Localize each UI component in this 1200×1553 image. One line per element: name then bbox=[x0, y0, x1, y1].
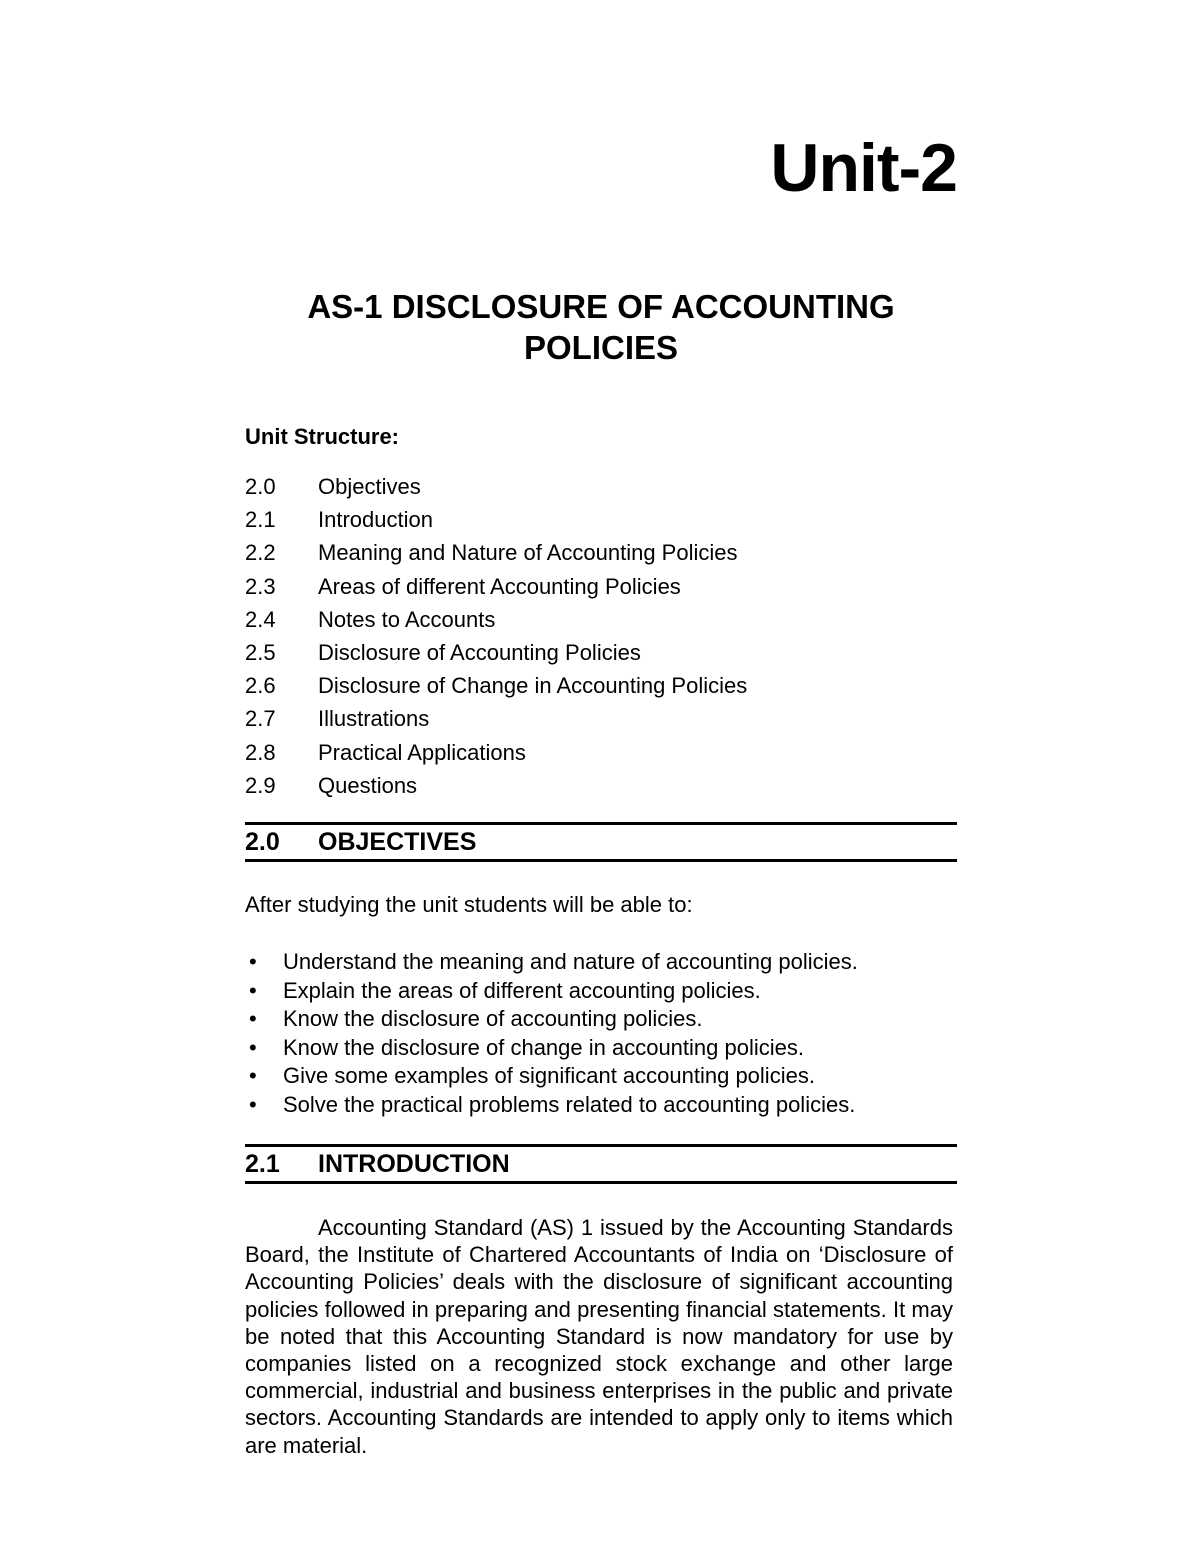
toc-item bbox=[245, 505, 747, 538]
section-title: INTRODUCTION bbox=[318, 1150, 510, 1178]
toc-item-number: 2.0 bbox=[245, 474, 276, 499]
objective-text: Explain the areas of different accounting policies. bbox=[283, 977, 761, 1003]
unit-title bbox=[245, 286, 957, 368]
section-number: 2.1 bbox=[245, 1150, 280, 1178]
toc-item-number: 2.1 bbox=[245, 507, 276, 533]
objective-item bbox=[245, 948, 858, 977]
toc-item-number: 2.8 bbox=[245, 739, 276, 765]
toc-item bbox=[245, 704, 747, 737]
unit-title-line-1: AS-1 DISCLOSURE OF ACCOUNTING bbox=[307, 288, 895, 325]
objectives-list bbox=[245, 948, 858, 1120]
toc-item bbox=[245, 638, 747, 671]
toc-item bbox=[245, 538, 747, 571]
objective-item bbox=[245, 1005, 858, 1034]
objective-text: Solve the practical problems related to accounting policies. bbox=[283, 1091, 856, 1117]
toc-item-number: 2.7 bbox=[245, 706, 276, 732]
objective-item bbox=[245, 1091, 858, 1120]
objectives-section-heading bbox=[245, 822, 957, 862]
toc-item-label: Disclosure of Accounting Policies bbox=[318, 639, 641, 665]
toc-item-label: Questions bbox=[318, 772, 418, 798]
toc-item-number: 2.2 bbox=[245, 540, 276, 566]
objective-text: Know the disclosure of change in accounting policies. bbox=[283, 1034, 804, 1060]
introduction-section-heading bbox=[245, 1144, 957, 1184]
introduction-paragraph: Accounting Standard (AS) 1 issued by the Accounting Standards Board, the Institute of Chartered Accountants of India on ‘Disclosure of Accounting Policies’ deals with the disclosure of significant accounting policies followed in preparing and presenting financial statements. It may be noted that this Accounting Standard is now mandatory for use by companies listed on a recognized stock exchange and other large commercial, industrial and business enterprises in the public and private sectors. Accounting Standards are intended to apply only to items which are material. bbox=[245, 1215, 953, 1458]
objective-item bbox=[245, 1034, 858, 1063]
toc-item bbox=[245, 472, 747, 505]
toc-item-label: Introduction bbox=[318, 507, 433, 533]
toc-item-number: 2.3 bbox=[245, 573, 276, 599]
toc-item-number: 2.5 bbox=[245, 639, 276, 665]
toc-item-label: Notes to Accounts bbox=[318, 606, 496, 632]
toc-item bbox=[245, 671, 747, 704]
toc-item bbox=[245, 738, 747, 771]
objective-text: Give some examples of significant accounting policies. bbox=[283, 1063, 815, 1089]
toc-item-label: Areas of different Accounting Policies bbox=[318, 573, 681, 599]
objective-text: Know the disclosure of accounting policies. bbox=[283, 1006, 703, 1032]
bullet-icon: • bbox=[249, 1091, 257, 1117]
toc-item-label: Meaning and Nature of Accounting Policies bbox=[318, 540, 738, 566]
bullet-icon: • bbox=[249, 1063, 257, 1089]
toc-item-label: Practical Applications bbox=[318, 739, 526, 765]
bullet-icon: • bbox=[249, 1006, 257, 1032]
toc-item-number: 2.6 bbox=[245, 673, 276, 699]
toc-item bbox=[245, 572, 747, 605]
unit-structure-heading: Unit Structure: bbox=[245, 424, 399, 449]
toc-item bbox=[245, 605, 747, 638]
unit-structure-list bbox=[245, 472, 747, 804]
unit-number: Unit-2 bbox=[770, 130, 957, 206]
unit-title-line-2: POLICIES bbox=[523, 329, 679, 366]
toc-item-label: Illustrations bbox=[318, 706, 430, 732]
objectives-lead: After studying the unit students will be able to: bbox=[245, 892, 693, 917]
bullet-icon: • bbox=[249, 977, 257, 1003]
section-number: 2.0 bbox=[245, 828, 280, 856]
toc-item bbox=[245, 771, 747, 804]
toc-item-label: Disclosure of Change in Accounting Policies bbox=[318, 673, 748, 699]
document-page bbox=[245, 0, 957, 1553]
toc-item-label: Objectives bbox=[318, 474, 421, 499]
bullet-icon: • bbox=[249, 949, 257, 974]
toc-item-number: 2.9 bbox=[245, 772, 276, 798]
objective-item bbox=[245, 1062, 858, 1091]
toc-item-number: 2.4 bbox=[245, 606, 276, 632]
bullet-icon: • bbox=[249, 1034, 257, 1060]
objective-item bbox=[245, 977, 858, 1006]
objective-text: Understand the meaning and nature of accounting policies. bbox=[283, 949, 858, 974]
section-title: OBJECTIVES bbox=[318, 828, 477, 856]
